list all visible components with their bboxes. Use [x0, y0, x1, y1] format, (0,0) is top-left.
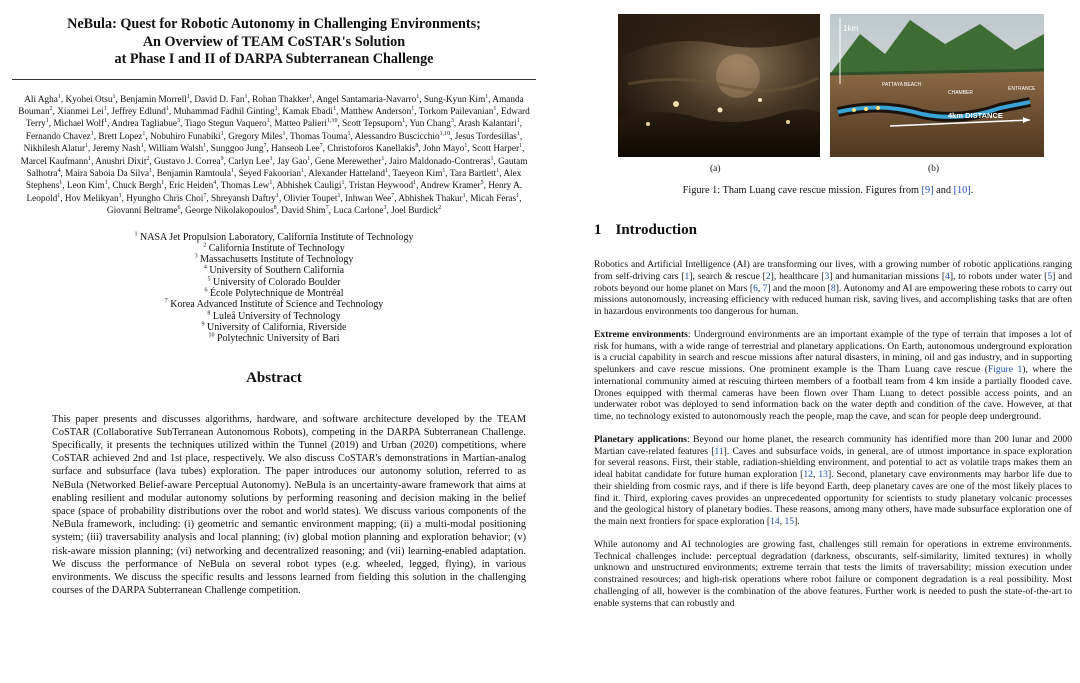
- author-affiliation-mark: 2: [438, 205, 442, 212]
- author-name: Nikhilesh Alatur$^1$: [23, 143, 89, 155]
- author-name: Luca Carlone$^3$: [333, 205, 387, 217]
- chamber-label: CHAMBER: [948, 90, 974, 96]
- author-name: Thomas Touma$^1$: [289, 130, 351, 142]
- author-affiliation-mark: 1,10: [439, 130, 451, 137]
- author-affiliation-mark: 1: [165, 105, 169, 112]
- citation-link[interactable]: [10]: [953, 185, 971, 196]
- author-name: Jeremy Nash$^1$: [92, 143, 144, 155]
- affiliation-number: 10: [208, 332, 215, 339]
- author-name: Fernando Chavez$^1$: [25, 130, 94, 142]
- author-affiliation-mark: 1: [337, 192, 341, 199]
- affiliation-name: Korea Advanced Institute of Science and Technology: [167, 299, 384, 311]
- affiliation-name: California Institute of Technology: [206, 242, 345, 254]
- author-name: Ali Agha$^1$: [24, 93, 61, 105]
- author-name: Michael Wolf$^1$: [53, 118, 108, 130]
- author-affiliation-mark: 1: [57, 93, 61, 100]
- author-name: Gregory Miles$^1$: [228, 130, 286, 142]
- author-name: Christoforos Kanellakis$^8$: [327, 143, 419, 155]
- author-affiliation-mark: 1: [104, 180, 108, 187]
- author-affiliation-mark: 1: [161, 180, 165, 187]
- author-name: Alexander Hatteland$^1$: [308, 167, 388, 179]
- author-name: Maira Saboia Da Silva$^1$: [65, 167, 153, 179]
- author-name: Abhishek Cauligi$^1$: [276, 180, 345, 192]
- author-affiliation-mark: 1: [516, 192, 520, 199]
- affiliation: [8, 322, 540, 333]
- paragraph-label: Planetary applications: [594, 433, 688, 445]
- author-affiliation-mark: 1: [519, 143, 523, 150]
- author-name: Amanda Bouman$^2$: [18, 94, 524, 117]
- affiliation-number: 9: [201, 321, 205, 328]
- cave-rescue-photo: [618, 14, 820, 157]
- title-line: at Phase I and II of DARPA Subterranean Challenge: [114, 51, 434, 67]
- figure-link[interactable]: Figure 1: [987, 364, 1023, 375]
- depth-label: 1km: [843, 24, 859, 33]
- author-name: Rohan Thakker$^1$: [252, 93, 313, 105]
- author-name: Jeffrey Edlund$^1$: [111, 105, 169, 117]
- author-affiliation-mark: 1: [269, 180, 273, 187]
- citation-link[interactable]: 12: [803, 469, 813, 480]
- subfigure-b-label: (b): [928, 164, 940, 174]
- author-name: Inhwan Wee$^7$: [345, 192, 395, 204]
- affiliation-number: 7: [164, 299, 168, 306]
- author-affiliation-mark: 2: [146, 155, 150, 162]
- author-name: Edward Terry$^1$: [25, 106, 530, 130]
- author-name: Thomas Lew$^1$: [220, 180, 273, 192]
- author-affiliation-mark: 1: [413, 180, 417, 187]
- author-affiliation-mark: 3: [383, 205, 387, 212]
- author-affiliation-mark: 2: [49, 105, 53, 112]
- affiliation: [8, 243, 540, 254]
- author-name: Tara Bartlett$^1$: [449, 167, 500, 179]
- author-name: Shreyansh Daftry$^1$: [210, 192, 279, 204]
- author-affiliation-mark: 7: [203, 192, 207, 199]
- author-name: Hanseob Lee$^7$: [271, 143, 323, 155]
- author-affiliation-mark: 1: [516, 130, 520, 137]
- author-name: Leon Kim$^1$: [66, 180, 108, 192]
- author-affiliation-mark: 1: [490, 155, 494, 162]
- citation-link[interactable]: 7: [762, 282, 768, 294]
- citation-link[interactable]: 6: [753, 282, 758, 294]
- affiliation-name: Massachusetts Institute of Technology: [197, 254, 354, 266]
- author-name: Benjamin Ramtoula$^1$: [156, 167, 234, 179]
- author-affiliation-mark: 3: [176, 118, 180, 125]
- author-name: David D. Fan$^1$: [194, 93, 248, 105]
- author-affiliation-mark: 1: [309, 93, 313, 100]
- author-name: Sunggoo Jung$^7$: [210, 143, 267, 155]
- author-affiliation-mark: 3: [450, 118, 454, 125]
- author-name: Kyohei Otsu$^1$: [65, 93, 116, 105]
- affiliation: [8, 333, 540, 344]
- author-affiliation-mark: 1: [244, 93, 248, 100]
- author-name: William Walsh$^1$: [148, 143, 207, 155]
- author-affiliation-mark: 4: [213, 180, 217, 187]
- author-name: Gautam Salhotra$^4$: [26, 156, 528, 179]
- author-affiliation-mark: 1: [462, 192, 466, 199]
- affiliation-name: University of California, Riverside: [204, 321, 347, 333]
- author-name: Micah Feras$^1$: [470, 192, 520, 204]
- author-affiliation-mark: 1: [149, 167, 153, 174]
- author-name: Tristan Heywood$^1$: [348, 180, 417, 192]
- author-affiliation-mark: 1: [274, 105, 278, 112]
- author-name: Benjamin Morrell$^1$: [120, 93, 190, 105]
- citation-link[interactable]: 3: [824, 270, 830, 282]
- author-affiliation-mark: 1: [381, 155, 385, 162]
- author-affiliation-mark: 4: [57, 167, 61, 174]
- author-name: Nobuhiro Funabiki$^1$: [149, 130, 224, 142]
- citation-link[interactable]: 4: [945, 270, 950, 282]
- affiliation-number: 2: [203, 242, 207, 249]
- section-heading: [594, 222, 1076, 239]
- body-paragraph: While autonomy and AI technologies are growing fast, challenges still remain for operations in extreme environments. Technical challenges include: perceptual degradation (darkness, obscurants, self-similarity, limited textures) in wholly unknown and unstructured environments; extreme terrain that tests the limits of traversability; mission execution under constrained resources; and high-risk operations where robot failure or component degradation is a real possibility. Most challenging of all, however is the combination of the above features. Further work is needed to push the state-of-the-art to enable systems that can robustly and: [594, 538, 1072, 609]
- section-title: Introduction: [615, 222, 697, 238]
- citation-link[interactable]: [9]: [921, 185, 934, 196]
- author-name: Angel Santamaria-Navarro$^1$: [316, 93, 420, 105]
- author-affiliation-mark: 1: [275, 192, 279, 199]
- author-name: John Mayo$^1$: [423, 143, 468, 155]
- author-name: Andrew Kramer$^5$: [420, 180, 484, 192]
- author-affiliation-mark: 1: [140, 143, 144, 150]
- author-name: Yun Chang$^3$: [409, 118, 454, 130]
- author-name: Arash Kalantari$^1$: [457, 118, 520, 130]
- author-name: Tiago Stegun Vaquero$^1$: [184, 118, 270, 130]
- author-affiliation-mark: 1: [496, 167, 500, 174]
- author-affiliation-mark: 1: [59, 180, 63, 187]
- affiliation-name: University of Colorado Boulder: [210, 276, 341, 288]
- author-affiliation-mark: 1: [282, 130, 286, 137]
- author-list: Ali Agha$^1$, Kyohei Otsu$^1$, Benjamin Morrell$^1$, David D. Fan$^1$, Rohan Thakker$^1$, Angel Santamaria-Navarro$^1$, Sung-Kyun Kim$^1$, Amanda Bouman$^2$, Xianmei Lei$^1$, Jeffrey Edlund$^1$, Muhammad Fadhil Ginting$^1$, Kamak Ebadi$^1$, Matthew Anderson$^1$, Torkom Pailevanian$^1$, Edward Terry$^1$, Michael Wolf$^1$, Andrea Tagliabue$^3$, Tiago Stegun Vaquero$^1$, Matteo Palieri$^{1,10}$, Scott Tepsuporn$^1$, Yun Chang$^3$, Arash Kalantari$^1$, Fernando Chavez$^1$, Brett Lopez$^1$, Nobuhiro Funabiki$^1$, Gregory Miles$^1$, Thomas Touma$^1$, Alessandro Buscicchio$^{1,10}$, Jesus Tordesillas$^1$, Nikhilesh Alatur$^1$, Jeremy Nash$^1$, William Walsh$^1$, Sunggoo Jung$^7$, Hanseob Lee$^7$, Christoforos Kanellakis$^8$, John Mayo$^1$, Scott Harper$^1$, Marcel Kaufmann$^1$, Anushri Dixit$^2$, Gustavo J. Correa$^9$, Carlyn Lee$^1$, Jay Gao$^1$, Gene Merewether$^1$, Jairo Maldonado-Contreras$^1$, Gautam Salhotra$^4$, Maira Saboia Da Silva$^1$, Benjamin Ramtoula$^1$, Seyed Fakoorian$^1$, Alexander Hatteland$^1$, Taeyeon Kim$^1$, Tara Bartlett$^1$, Alex Stephens$^1$, Leon Kim$^1$, Chuck Bergh$^1$, Eric Heiden$^4$, Thomas Lew$^1$, Abhishek Cauligi$^1$, Tristan Heywood$^1$, Andrew Kramer$^5$, Henry A. Leopold$^1$, Hov Melikyan$^1$, Hyungho Chris Choi$^7$, Shreyansh Daftry$^1$, Olivier Toupet$^1$, Inhwan Wee$^7$, Abhishek Thakur$^1$, Micah Feras$^1$, Giovanni Beltrame$^6$, George Nikolakopoulos$^8$, David Shim$^7$, Luca Carlone$^3$, Joel Burdick$^2$: [18, 93, 530, 217]
- affiliation-name: Luleå University of Technology: [210, 310, 341, 322]
- author-name: Jesus Tordesillas$^1$: [454, 130, 520, 142]
- author-name: Jairo Maldonado-Contreras$^1$: [389, 155, 494, 167]
- author-affiliation-mark: 1: [411, 105, 415, 112]
- author-affiliation-mark: 1: [269, 155, 273, 162]
- author-affiliation-mark: 1: [203, 143, 207, 150]
- author-name: Henry A. Leopold$^1$: [26, 181, 523, 204]
- author-name: Gustavo J. Correa$^9$: [154, 155, 224, 167]
- author-name: Brett Lopez$^1$: [98, 130, 146, 142]
- author-name: Matteo Palieri$^{1,10}$: [274, 118, 338, 130]
- title-line: An Overview of TEAM CoSTAR's Solution: [142, 33, 406, 50]
- author-affiliation-mark: 1: [341, 180, 345, 187]
- author-affiliation-mark: 1: [332, 105, 336, 112]
- author-affiliation-mark: 1: [485, 93, 489, 100]
- author-affiliation-mark: 8: [273, 205, 277, 212]
- author-affiliation-mark: 1: [85, 143, 89, 150]
- author-name: Hov Melikyan$^1$: [64, 192, 122, 204]
- citation-link[interactable]: 1: [684, 270, 690, 282]
- author-name: Scott Harper$^1$: [472, 143, 523, 155]
- author-affiliation-mark: 1: [88, 155, 92, 162]
- citation-link[interactable]: 2: [765, 270, 771, 282]
- author-name: Muhammad Fadhil Ginting$^1$: [173, 105, 278, 117]
- author-affiliation-mark: 1: [103, 105, 107, 112]
- author-name: Scott Tepsuporn$^1$: [342, 118, 406, 130]
- affiliation-number: 8: [207, 310, 211, 317]
- author-affiliation-mark: 8: [415, 143, 419, 150]
- author-affiliation-mark: 1: [112, 93, 116, 100]
- paper-title: [8, 16, 540, 69]
- author-affiliation-mark: 1: [442, 167, 446, 174]
- affiliation: [8, 277, 540, 288]
- author-affiliation-mark: 7: [325, 205, 329, 212]
- abstract-heading: Abstract: [246, 369, 302, 386]
- section-number: 1: [594, 222, 602, 238]
- author-affiliation-mark: 9: [220, 155, 224, 162]
- citation-link[interactable]: 13: [818, 469, 828, 480]
- author-affiliation-mark: 1: [90, 130, 94, 137]
- title-rule: [12, 79, 536, 80]
- affiliation: [8, 265, 540, 276]
- author-name: Torkom Pailevanian$^1$: [418, 105, 497, 117]
- author-name: Abhishek Thakur$^1$: [398, 192, 466, 204]
- left-column: [8, 0, 540, 683]
- author-affiliation-mark: 1: [347, 130, 351, 137]
- author-affiliation-mark: 1: [45, 118, 49, 125]
- entrance-label: ENTRANCE: [1008, 86, 1036, 92]
- subfigure-a-label: (a): [710, 164, 721, 174]
- author-affiliation-mark: 7: [263, 143, 267, 150]
- affiliation-name: Polytechnic University of Bari: [214, 333, 340, 345]
- author-name: Sung-Kyun Kim$^1$: [423, 93, 489, 105]
- introduction-body: [580, 259, 1076, 609]
- pattaya-label: PATTAYA BEACH: [882, 82, 922, 88]
- author-name: Andrea Tagliabue$^3$: [111, 118, 180, 130]
- affiliation: [8, 288, 540, 299]
- author-affiliation-mark: 1: [266, 118, 270, 125]
- figure-caption: Figure 1: Tham Luang cave rescue mission. Figures from [9] and [10].: [682, 185, 974, 196]
- affiliation-number: 1: [134, 231, 138, 238]
- author-name: Marcel Kaufmann$^1$: [20, 155, 92, 167]
- affiliation: [8, 299, 540, 310]
- author-affiliation-mark: 1: [104, 118, 108, 125]
- author-affiliation-mark: 7: [319, 143, 323, 150]
- affiliation: [8, 232, 540, 243]
- author-name: Chuck Bergh$^1$: [112, 180, 165, 192]
- author-name: Hyungho Chris Choi$^7$: [126, 192, 207, 204]
- author-name: Matthew Anderson$^1$: [340, 105, 415, 117]
- author-name: Jay Gao$^1$: [277, 155, 311, 167]
- author-affiliation-mark: 1: [402, 118, 406, 125]
- affiliation-number: 5: [207, 276, 211, 283]
- author-name: Taeyeon Kim$^1$: [392, 167, 446, 179]
- figure-1: [580, 14, 1076, 174]
- author-affiliation-mark: 1: [220, 130, 224, 137]
- affiliation-number: 4: [203, 265, 207, 272]
- author-affiliation-mark: 1: [464, 143, 468, 150]
- title-line: NeBula: Quest for Robotic Autonomy in Challenging Environments;: [67, 16, 481, 32]
- citation-link[interactable]: 11: [714, 445, 724, 457]
- author-affiliation-mark: 1: [186, 93, 190, 100]
- author-name: David Shim$^7$: [281, 205, 329, 217]
- author-affiliation-mark: 6: [177, 205, 181, 212]
- abstract-text: This paper presents and discusses algorithms, hardware, and software architecture developed by the TEAM CoSTAR (Collaborative SubTerranean Autonomous Robots), competing in the DARPA Subterranean Challenge. Specifically, it presents the techniques utilized within the Tunnel (2019) and Urban (2020) competitions, where CoSTAR achieved 2nd and 1st place, respectively. We also discuss CoSTAR's demonstrations in Martian-analog surface and subsurface (lava tubes) exploration. The paper introduces our autonomy solution, referred to as NeBula (Networked Belief-aware Perceptual Autonomy). NeBula is an uncertainty-aware framework that aims at enabling resilient and modular autonomy solutions by performing reasoning and decision making in the belief space (space of probability distributions over the robot and world states). We discuss various components of the NeBula framework, including: (i) geometric and semantic environment mapping; (ii) a multi-modal positioning system; (iii) traversability analysis and local planning; (iv) global motion planning and exploration behavior; (v) risk-aware mission planning; (vi) networking and decentralized reasoning; and (vii) learning-enabled adaptation. We discuss the performance of NeBula on several robot types (e.g. wheeled, legged, flying), in various environments. We discuss the specific results and lessons learned from fielding this solution in the challenging courses of the DARPA Subterranean Challenge competition.: [52, 413, 526, 597]
- author-affiliation-mark: 1: [307, 155, 311, 162]
- author-name: Gene Merewether$^1$: [314, 155, 385, 167]
- author-affiliation-mark: 7: [391, 192, 395, 199]
- body-paragraph: Planetary applications: Beyond our home planet, the research community has identified more than 200 lunar and 2000 Martian cave-related features [11]. Caves and subsurface voids, in general, are of utmost importance in space exploration for several reasons. First, their stable, radiation-shielding environment, and potential to act as volatile traps makes them an ideal habitat candidate for future human exploration [12, 13]. Second, planetary cave environments may harbor life due to their shielding from cosmic rays, and if there is life beyond Earth, deep planetary caves are one of the most likely places to find it. Third, exploring caves provides an unprecedented opportunity for scientists to study planetary volcanic processes and the geological history of planetary bodies. These reasons, among many others, have made subsurface exploration one of the main next frontiers for space exploration [14, 15].: [594, 433, 1073, 527]
- author-affiliation-mark: 1: [118, 192, 122, 199]
- author-name: Olivier Toupet$^1$: [283, 192, 341, 204]
- affiliation-list: [8, 232, 540, 345]
- paragraph-label: Extreme environments: [594, 328, 688, 340]
- author-affiliation-mark: 1: [142, 130, 146, 137]
- author-name: Alex Stephens$^1$: [25, 168, 522, 192]
- citation-link[interactable]: 15: [784, 516, 795, 527]
- author-affiliation-mark: 1: [516, 118, 520, 125]
- citation-link[interactable]: 8: [830, 282, 836, 294]
- author-affiliation-mark: 1: [301, 167, 305, 174]
- author-affiliation-mark: 5: [480, 180, 484, 187]
- affiliation: [8, 254, 540, 265]
- citation-link[interactable]: 5: [1047, 270, 1053, 282]
- affiliation-name: University of Southern California: [206, 265, 345, 277]
- author-affiliation-mark: 1: [57, 192, 61, 199]
- author-name: Kamak Ebadi$^1$: [282, 105, 336, 117]
- right-column: [580, 0, 1076, 683]
- affiliation-name: NASA Jet Propulsion Laboratory, California Institute of Technology: [137, 231, 414, 243]
- affiliation-number: 6: [204, 287, 208, 294]
- body-paragraph: Extreme environments: Underground environments are an important example of the type of terrain that imposes a lot of risk for humans, with a wide range of terrestrial and planetary applications. On Earth, autonomous underground exploration is a crucial capability in search and rescue missions after natural disasters, in mining, oil and gas industry, and in supporting spelunkers and cave rescue missions. One prominent example is the Tham Luang cave rescue (Figure 1), where the international community aimed at rescuing thirteen members of a football team from 4 km inside a partially flooded cave. Drones equipped with thermal cameras have been flown over Tham Luang to detect possible access points, and an underwater robot was deployed to send information back on the water depth and condition of the cave. However, at that time, no technology existed to autonomously reach the people, map the cave, and scan for people deep underground.: [594, 328, 1073, 422]
- affiliation-number: 3: [194, 253, 198, 260]
- author-name: Giovanni Beltrame$^6$: [106, 205, 181, 217]
- author-name: Alessandro Buscicchio$^{1,10}$: [354, 130, 451, 142]
- author-name: Seyed Fakoorian$^1$: [238, 167, 305, 179]
- author-name: Joel Burdick$^2$: [391, 205, 442, 217]
- author-affiliation-mark: 1: [230, 167, 234, 174]
- affiliation-name: École Polytechnique de Montréal: [207, 288, 344, 300]
- affiliation: [8, 311, 540, 322]
- body-paragraph: Robotics and Artificial Intelligence (AI) are transforming our lives, with a growing number of robotic applications ranging from self-driving cars [1], search & rescue [2], healthcare [3] and humanitarian missions [4], to robots under water [5] and robots beyond our home planet on Mars [6, 7] and the moon [8]. Autonomy and AI are empowering these robots to carry out missions autonomously, increasing efficiency with reduced human risk, saving lives, and accomplishing tasks that are often in hazardous environments too dangerous for human.: [594, 259, 1073, 317]
- author-affiliation-mark: 1: [493, 105, 497, 112]
- author-affiliation-mark: 1: [384, 167, 388, 174]
- author-affiliation-mark: 1,10: [326, 118, 338, 125]
- author-name: George Nikolakopoulos$^8$: [185, 205, 277, 217]
- citation-link[interactable]: 14: [770, 516, 780, 527]
- author-name: Carlyn Lee$^1$: [228, 155, 273, 167]
- author-name: Eric Heiden$^4$: [168, 180, 217, 192]
- author-name: Xianmei Lei$^1$: [57, 105, 107, 117]
- author-name: Anushri Dixit$^2$: [95, 155, 150, 167]
- cave-diagram: [830, 14, 1044, 157]
- author-affiliation-mark: 1: [416, 93, 420, 100]
- distance-label: 4km DISTANCE: [948, 111, 1003, 120]
